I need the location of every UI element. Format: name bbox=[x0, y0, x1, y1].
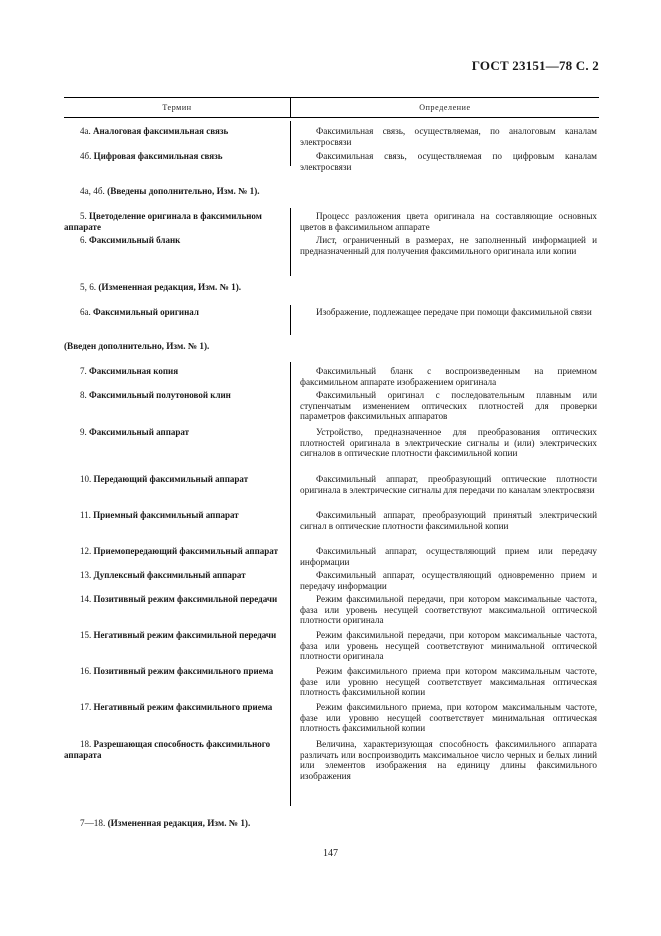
note-numbers: 5, 6. bbox=[80, 282, 97, 292]
term-name: Разрешающая способность факсимильного аппарата bbox=[64, 739, 271, 760]
term-name: Аналоговая факсимильная связь bbox=[93, 126, 229, 136]
definition-entry bbox=[300, 739, 597, 781]
note-text: (Измененная редакция, Изм. № 1). bbox=[98, 282, 242, 292]
definition-text: Режим факсимильного приема при котором максимальным частоте, фазе или уровню несущей соответствует максимальная оптическая плотность факсимильной копии bbox=[300, 666, 597, 698]
note-numbers: 4а, 4б. bbox=[80, 186, 105, 196]
term-number: 18. bbox=[80, 739, 92, 749]
column-divider bbox=[290, 121, 291, 166]
term-number: 9. bbox=[80, 427, 87, 437]
definition-entry bbox=[300, 546, 597, 567]
definition-text: Величина, характеризующая способность факсимильного аппарата различать или воспроизводить максимальное число черных и белых линий или элементов изображения на единицу длины факсимильного изображения bbox=[300, 739, 597, 781]
amendment-note bbox=[64, 341, 209, 351]
term-name: Приемопередающий факсимильный аппарат bbox=[93, 546, 278, 556]
term-entry bbox=[64, 211, 288, 232]
definition-entry bbox=[300, 666, 597, 698]
term-number: 4а. bbox=[80, 126, 91, 136]
term-name: Негативный режим факсимильного приема bbox=[93, 702, 273, 712]
table-header-rule bbox=[64, 117, 599, 118]
definition-text: Факсимильный оригинал с последовательным плавным или ступенчатым изменением оптических плотностей для проверки параметров факсимильных аппаратов bbox=[300, 390, 597, 422]
term-entry bbox=[64, 126, 288, 137]
term-number: 7. bbox=[80, 366, 87, 376]
term-entry bbox=[64, 739, 288, 760]
definition-entry bbox=[300, 211, 597, 232]
page-number: 147 bbox=[323, 848, 338, 859]
term-name: Позитивный режим факсимильной передачи bbox=[93, 594, 278, 604]
definition-text: Факсимильная связь, осуществляемая по цифровым каналам электросвязи bbox=[300, 151, 597, 172]
definition-entry bbox=[300, 702, 597, 734]
definition-text: Процесс разложения цвета оригинала на составляющие основных цветов в факсимильном аппарате bbox=[300, 211, 597, 232]
term-name: Позитивный режим факсимильного приема bbox=[93, 666, 274, 676]
term-entry bbox=[64, 366, 288, 377]
term-number: 15. bbox=[80, 630, 92, 640]
term-entry bbox=[64, 390, 288, 401]
column-divider bbox=[290, 362, 291, 806]
definition-text: Режим факсимильной передачи, при котором максимальные частота, фаза или уровень несущей соответствуют минимальной оптической плотности оригинала bbox=[300, 630, 597, 662]
definition-entry bbox=[300, 151, 597, 172]
term-number: 6а. bbox=[80, 307, 91, 317]
column-header-definition: Определение bbox=[419, 103, 471, 112]
term-name: Факсимильный полутоновой клин bbox=[89, 390, 231, 400]
term-name: Дуплексный факсимильный аппарат bbox=[93, 570, 246, 580]
term-entry bbox=[64, 235, 288, 246]
term-number: 6. bbox=[80, 235, 87, 245]
term-number: 8. bbox=[80, 390, 87, 400]
term-entry bbox=[64, 510, 288, 521]
term-entry bbox=[64, 546, 288, 557]
term-entry bbox=[64, 630, 288, 641]
term-entry bbox=[64, 594, 288, 605]
term-entry bbox=[64, 427, 288, 438]
term-name: Цифровая факсимильная связь bbox=[93, 151, 223, 161]
term-name: Приемный факсимильный аппарат bbox=[93, 510, 239, 520]
definition-entry bbox=[300, 390, 597, 422]
term-name: Факсимильная копия bbox=[89, 366, 179, 376]
definition-text: Устройство, предназначенное для преобразования оптических плотностей оригинала в электрические сигналы и (или) электрических сигналов в оптические плотности факсимильной копии bbox=[300, 427, 597, 459]
definition-text: Факсимильный аппарат, преобразующий оптические плотности оригинала в электрические сигналы для передачи по каналам электросвязи bbox=[300, 474, 597, 495]
term-number: 12. bbox=[80, 546, 92, 556]
table-top-rule bbox=[64, 97, 599, 98]
term-number: 13. bbox=[80, 570, 92, 580]
term-name: Факсимильный оригинал bbox=[93, 307, 199, 317]
term-name: Негативный режим факсимильной передачи bbox=[93, 630, 277, 640]
note-text: (Введены дополнительно, Изм. № 1). bbox=[107, 186, 260, 196]
term-number: 17. bbox=[80, 702, 92, 712]
definition-text: Факсимильная связь, осуществляемая, по аналоговым каналам электросвязи bbox=[300, 126, 597, 147]
definition-entry bbox=[300, 510, 597, 531]
definition-entry bbox=[300, 594, 597, 626]
definition-text: Режим факсимильного приема, при котором максимальным частоте, фазе или уровню несущей соответствует минимальная оптическая плотность факсимильной копии bbox=[300, 702, 597, 734]
definition-entry bbox=[300, 307, 597, 318]
definition-text: Факсимильный бланк с воспроизведенным на приемном факсимильном аппарате изображением оригинала bbox=[300, 366, 597, 387]
term-entry bbox=[64, 702, 288, 713]
amendment-note bbox=[64, 818, 250, 828]
term-entry bbox=[64, 570, 288, 581]
definition-text: Факсимильный аппарат, осуществляющий прием или передачу информации bbox=[300, 546, 597, 567]
term-entry bbox=[64, 151, 288, 162]
definition-text: Режим факсимильной передачи, при котором максимальные частота, фаза или уровень несущей соответствуют максимальной оптической плотности оригинала bbox=[300, 594, 597, 626]
note-text: (Измененная редакция, Изм. № 1). bbox=[107, 818, 251, 828]
column-divider bbox=[290, 208, 291, 276]
definition-entry bbox=[300, 630, 597, 662]
definition-entry bbox=[300, 427, 597, 459]
term-entry bbox=[64, 307, 288, 318]
term-entry bbox=[64, 474, 288, 485]
term-name: Цветоделение оригинала в факсимильном аппарате bbox=[64, 211, 262, 232]
definition-entry bbox=[300, 366, 597, 387]
term-name: Передающий факсимильный аппарат bbox=[93, 474, 249, 484]
definition-entry bbox=[300, 570, 597, 591]
term-number: 14. bbox=[80, 594, 92, 604]
definition-text: Факсимильный аппарат, преобразующий принятый электрический сигнал в оптические плотности факсимильной копии bbox=[300, 510, 597, 531]
term-number: 4б. bbox=[80, 151, 92, 161]
column-divider bbox=[290, 305, 291, 335]
term-number: 5. bbox=[80, 211, 87, 221]
amendment-note bbox=[64, 186, 260, 196]
definition-text: Факсимильный аппарат, осуществляющий одновременно прием и передачу информации bbox=[300, 570, 597, 591]
definition-entry bbox=[300, 235, 597, 256]
column-header-term: Термин bbox=[162, 103, 192, 112]
term-name: Факсимильный бланк bbox=[89, 235, 181, 245]
definition-entry bbox=[300, 474, 597, 495]
term-number: 10. bbox=[80, 474, 92, 484]
term-entry bbox=[64, 666, 288, 677]
definition-text: Лист, ограниченный в размерах, не заполненный информацией и предназначенный для получения факсимильного оригинала или копии bbox=[300, 235, 597, 256]
document-header: ГОСТ 23151—78 С. 2 bbox=[471, 58, 599, 73]
note-text: (Введен дополнительно, Изм. № 1). bbox=[64, 341, 210, 351]
definition-entry bbox=[300, 126, 597, 147]
definition-text: Изображение, подлежащее передаче при помощи факсимильной связи bbox=[316, 307, 592, 317]
term-name: Факсимильный аппарат bbox=[89, 427, 190, 437]
term-number: 11. bbox=[80, 510, 91, 520]
note-numbers: 7—18. bbox=[80, 818, 106, 828]
amendment-note bbox=[64, 282, 241, 292]
term-number: 16. bbox=[80, 666, 92, 676]
